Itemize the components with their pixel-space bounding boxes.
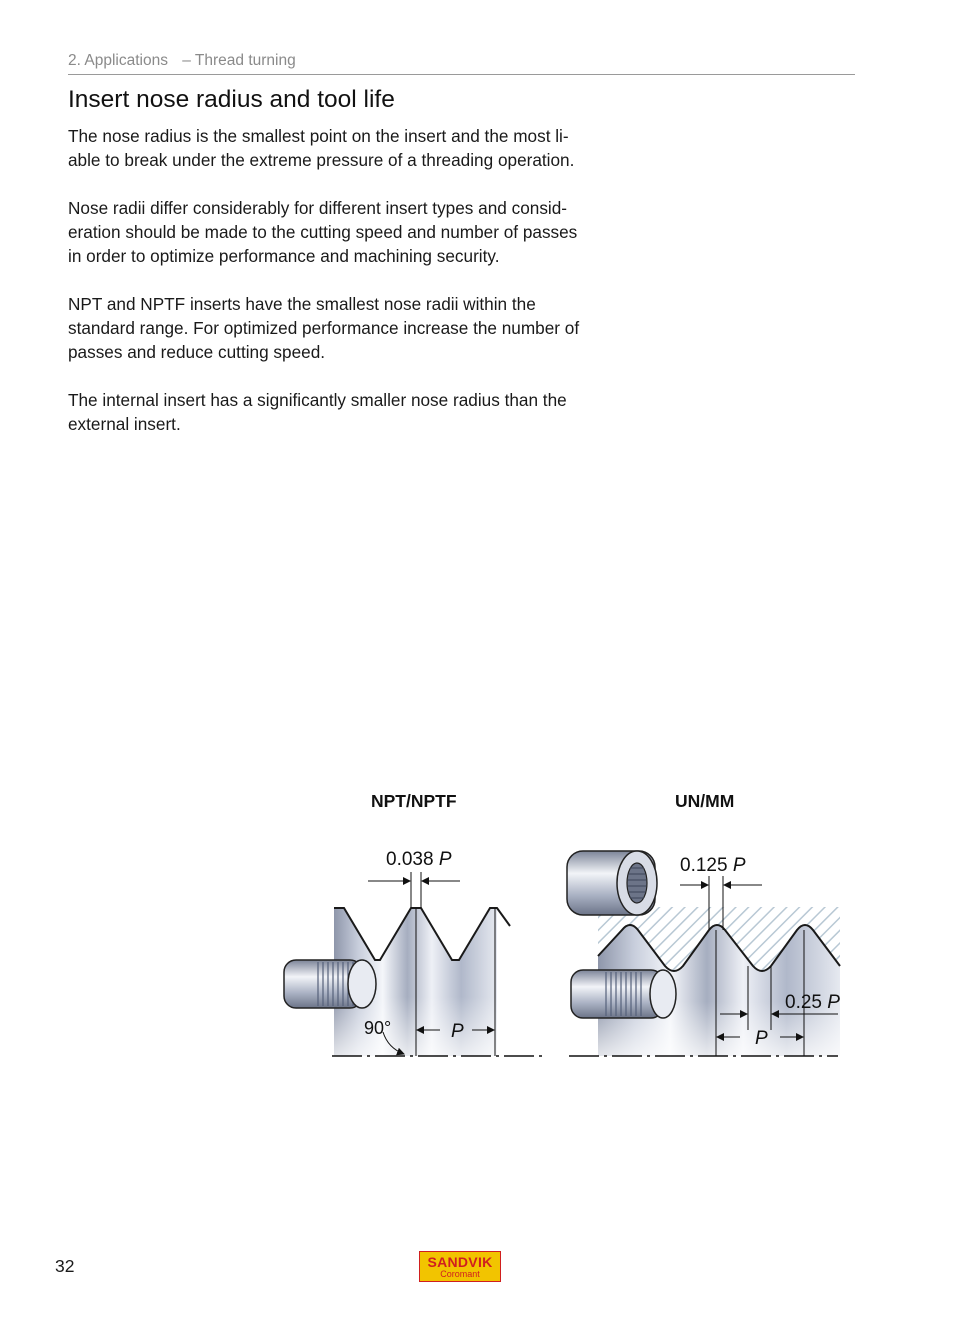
un-diagram [567,851,840,1056]
un-radius-label: 0.125 P [680,855,746,876]
text-line: eration should be made to the cutting speed and number of passes [68,222,578,242]
npt-figure-label: NPT/NPTF [371,791,457,811]
un-pitch-label: P [755,1028,768,1049]
logo-brand: SANDVIK [427,1253,493,1270]
text-line: Nose radii differ considerably for different insert types and consid- [68,198,568,218]
sandvik-coromant-logo [419,1251,501,1282]
header-section: 2. Applications [68,52,168,69]
header-topic: – Thread turning [182,52,296,69]
npt-angle-label: 90° [364,1018,392,1038]
text-line: passes and reduce cutting speed. [68,342,326,362]
text-line: in order to optimize performance and machining security. [68,246,500,266]
page-number: 32 [55,1256,75,1276]
un-bolt-cylinder [571,970,676,1018]
un-nut-cylinder [567,851,657,915]
page-title: Insert nose radius and tool life [68,86,395,113]
un-flat-label: 0.25 P [785,992,840,1013]
text-line: standard range. For optimized performance increase the number of [68,318,580,338]
text-line: The internal insert has a significantly smaller nose radius than the [68,390,567,410]
npt-workpiece-cylinder [284,960,376,1008]
text-line: NPT and NPTF inserts have the smallest nose radii within the [68,294,536,314]
npt-pitch-label: P [451,1021,464,1042]
npt-radius-label: 0.038 P [386,849,452,870]
text-line: The nose radius is the smallest point on the insert and the most li- [68,126,569,146]
text-line: able to break under the extreme pressure of a threading operation. [68,150,575,170]
npt-diagram [284,849,545,1056]
text-line: external insert. [68,414,181,434]
un-figure-label: UN/MM [675,791,735,811]
logo-sub: Coromant [440,1268,480,1279]
